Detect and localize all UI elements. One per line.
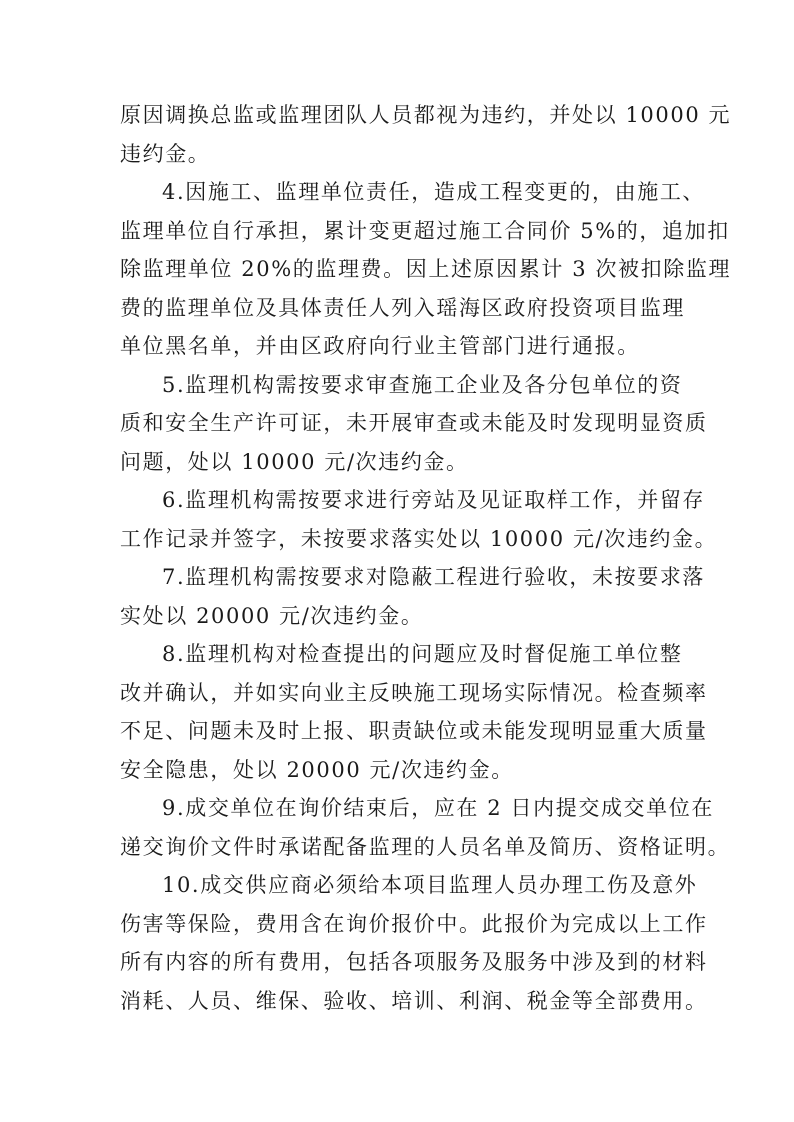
- document-body: [120, 96, 732, 1020]
- text-line: 5.监理机构需按要求审查施工企业及各分包单位的资: [162, 372, 683, 397]
- text-line: 所有内容的所有费用，包括各项服务及服务中涉及到的材料: [120, 950, 708, 974]
- text-line: 6.监理机构需按要求进行旁站及见证取样工作，并留存: [162, 488, 706, 512]
- text-line: 改并确认，并如实向业主反映施工现场实际情况。检查频率: [120, 680, 708, 705]
- text-line: 7.监理机构需按要求对隐蔽工程进行验收，未按要求落: [162, 565, 706, 589]
- paragraph-continuation: [120, 96, 732, 173]
- text-line: 10.成交供应商必须给本项目监理人员办理工伤及意外: [162, 873, 698, 897]
- text-line: 8.监理机构对检查提出的问题应及时督促施工单位整: [162, 642, 683, 666]
- text-line: 违约金。: [120, 141, 211, 166]
- text-line: 4.因施工、监理单位责任，造成工程变更的，由施工、: [162, 180, 706, 204]
- text-line: 递交询价文件时承诺配备监理的人员名单及简历、资格证明。: [120, 834, 731, 859]
- text-line: 消耗、人员、维保、验收、培训、利润、税金等全部费用。: [120, 988, 708, 1013]
- text-line: 不足、问题未及时上报、职责缺位或未能发现明显重大质量: [120, 719, 708, 743]
- text-line: 问题，处以 10000 元/次违约金。: [120, 449, 469, 474]
- paragraph-item-7: [120, 558, 706, 635]
- paragraph-item-4: [120, 173, 732, 366]
- text-line: 监理单位自行承担，累计变更超过施工合同价 5%的，追加扣: [120, 218, 730, 243]
- text-line: 质和安全生产许可证，未开展审查或未能及时发现明显资质: [120, 411, 708, 435]
- paragraph-item-9: [120, 789, 731, 866]
- text-line: 费的监理单位及具体责任人列入瑶海区政府投资项目监理: [120, 295, 685, 320]
- paragraph-item-10: [120, 866, 708, 1020]
- text-line: 原因调换总监或监理团队人员都视为违约，并处以 10000 元: [120, 103, 732, 127]
- text-line: 实处以 20000 元/次违约金。: [120, 603, 424, 628]
- text-line: 工作记录并签字，未按要求落实处以 10000 元/次违约金。: [120, 526, 718, 551]
- paragraph-item-5: [120, 366, 708, 482]
- text-line: 9.成交单位在询价结束后，应在 2 日内提交成交单位在: [162, 796, 714, 820]
- paragraph-item-8: [120, 635, 708, 789]
- paragraph-item-6: [120, 481, 718, 558]
- text-line: 单位黑名单，并由区政府向行业主管部门进行通报。: [120, 334, 640, 358]
- text-line: 安全隐患，处以 20000 元/次违约金。: [120, 757, 514, 782]
- text-line: 除监理单位 20%的监理费。因上述原因累计 3 次被扣除监理: [120, 257, 732, 281]
- text-line: 伤害等保险，费用含在询价报价中。此报价为完成以上工作: [120, 911, 708, 936]
